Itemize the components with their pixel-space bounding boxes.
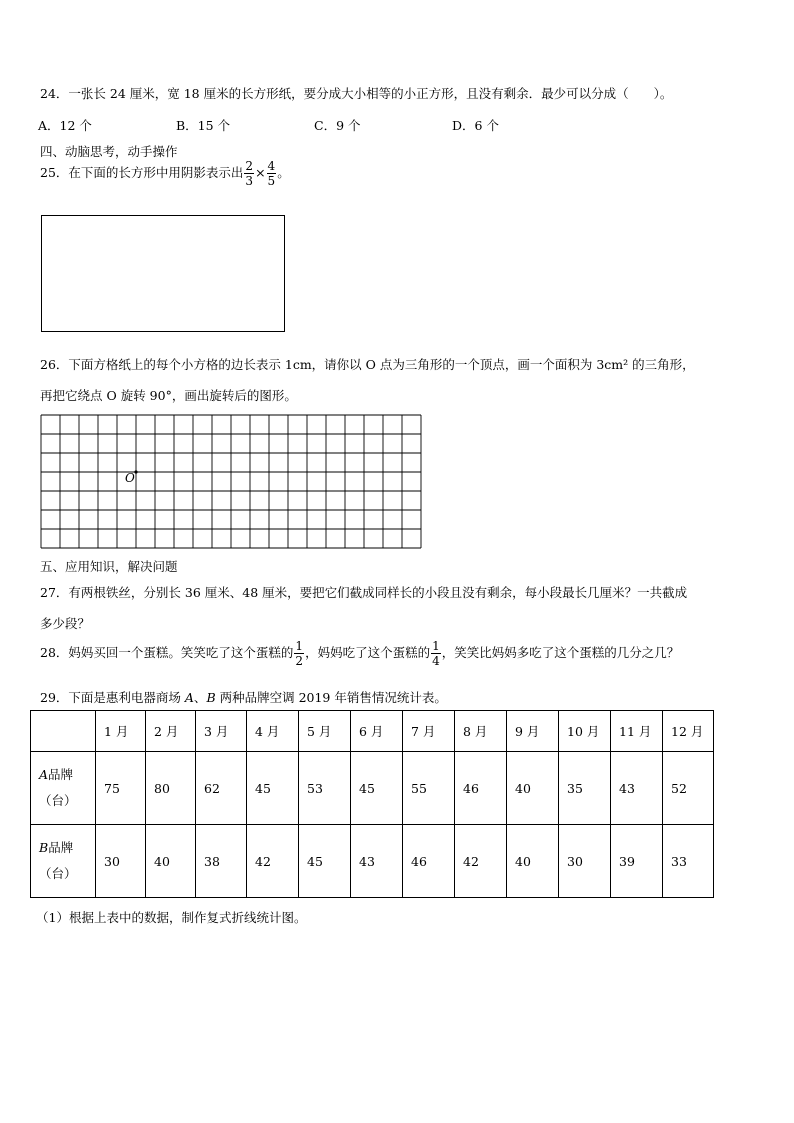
q28-fraction-1: $\frac{1}{2}$ [295,639,304,668]
corner-cell [31,711,96,752]
q28-suffix: ，笑笑比妈妈多吃了这个蛋糕的几分之几？ [441,645,680,660]
brand-b-header-cell: B品牌 （台） [31,825,96,898]
value-cell: 46 [455,752,507,825]
q25-suffix: 。 [277,165,290,180]
brand-a-header-cell: A品牌 （台） [31,752,96,825]
q28-fraction-2: $\frac{1}{4}$ [432,639,440,668]
value-cell: 40 [507,752,559,825]
value-cell: 40 [146,825,196,898]
q25-rectangle [41,215,285,332]
month-cell: 1 月 [96,711,146,752]
sales-table [30,710,714,898]
question-29-sub-1: （1）根据上表中的数据，制作复式折线统计图。 [36,910,307,925]
month-cell: 4 月 [247,711,299,752]
value-cell: 45 [299,825,351,898]
table-row-brand-b [31,825,714,898]
q25-times: × [255,165,266,180]
value-cell: 62 [196,752,247,825]
q28-prefix: 28．妈妈买回一个蛋糕。笑笑吃了这个蛋糕的 [40,645,294,660]
question-28 [40,640,679,667]
month-cell: 8 月 [455,711,507,752]
q24-option-b: B．15 个 [176,118,231,133]
value-cell: 42 [455,825,507,898]
question-25 [40,160,290,187]
question-27-line-1: 27．有两根铁丝，分别长 36 厘米、48 厘米，要把它们截成同样长的小段且没有剩余，每小段最长几厘米？一共截成 [40,585,688,600]
value-cell: 45 [351,752,403,825]
table-row-brand-a [31,752,714,825]
month-cell: 11 月 [611,711,663,752]
brand-b-letter: B [206,690,216,705]
q24-option-a: A．12 个 [38,118,92,133]
month-cell: 3 月 [196,711,247,752]
month-cell: 7 月 [403,711,455,752]
question-27-line-2: 多少段？ [40,616,91,631]
point-o-marker [134,470,137,473]
value-cell: 30 [96,825,146,898]
q24-option-d: D．6 个 [452,118,499,133]
value-cell: 42 [247,825,299,898]
section-5-heading: 五、应用知识，解决问题 [40,559,178,574]
value-cell: 38 [196,825,247,898]
month-cell: 12 月 [663,711,714,752]
question-26-line-1: 26．下面方格纸上的每个小方格的边长表示 1cm，请你以 O 点为三角形的一个顶点，画一个面积为 3cm² 的三角形， [40,357,695,372]
value-cell: 53 [299,752,351,825]
question-24: 24．一张长 24 厘米，宽 18 厘米的长方形纸，要分成大小相等的小正方形，且没有剩余．最少可以分成（ ）。 [40,86,673,101]
q26-grid-paper [40,414,422,552]
value-cell: 55 [403,752,455,825]
value-cell: 45 [247,752,299,825]
month-cell: 5 月 [299,711,351,752]
question-29-intro: 29．下面是惠利电器商场 A、B 两种品牌空调 2019 年销售情况统计表。 [40,690,447,705]
q25-prefix: 25．在下面的长方形中用阴影表示出 [40,165,244,180]
month-cell: 10 月 [559,711,611,752]
value-cell: 39 [611,825,663,898]
value-cell: 52 [663,752,714,825]
value-cell: 43 [351,825,403,898]
month-cell: 2 月 [146,711,196,752]
q28-middle: ，妈妈吃了这个蛋糕的 [305,645,431,660]
q25-fraction-2: $\frac{4}{5}$ [267,159,276,188]
table-header-row [31,711,714,752]
value-cell: 30 [559,825,611,898]
value-cell: 80 [146,752,196,825]
value-cell: 43 [611,752,663,825]
value-cell: 46 [403,825,455,898]
q24-option-c: C．9 个 [314,118,361,133]
question-26-line-2: 再把它绕点 O 旋转 90°，画出旋转后的图形。 [40,388,297,403]
value-cell: 40 [507,825,559,898]
value-cell: 33 [663,825,714,898]
value-cell: 35 [559,752,611,825]
brand-a-letter: A [184,690,194,705]
q25-fraction-1: $\frac{2}{3}$ [245,159,254,188]
point-o-label: O [125,471,135,485]
section-4-heading: 四、动脑思考，动手操作 [40,144,178,159]
month-cell: 6 月 [351,711,403,752]
value-cell: 75 [96,752,146,825]
month-cell: 9 月 [507,711,559,752]
